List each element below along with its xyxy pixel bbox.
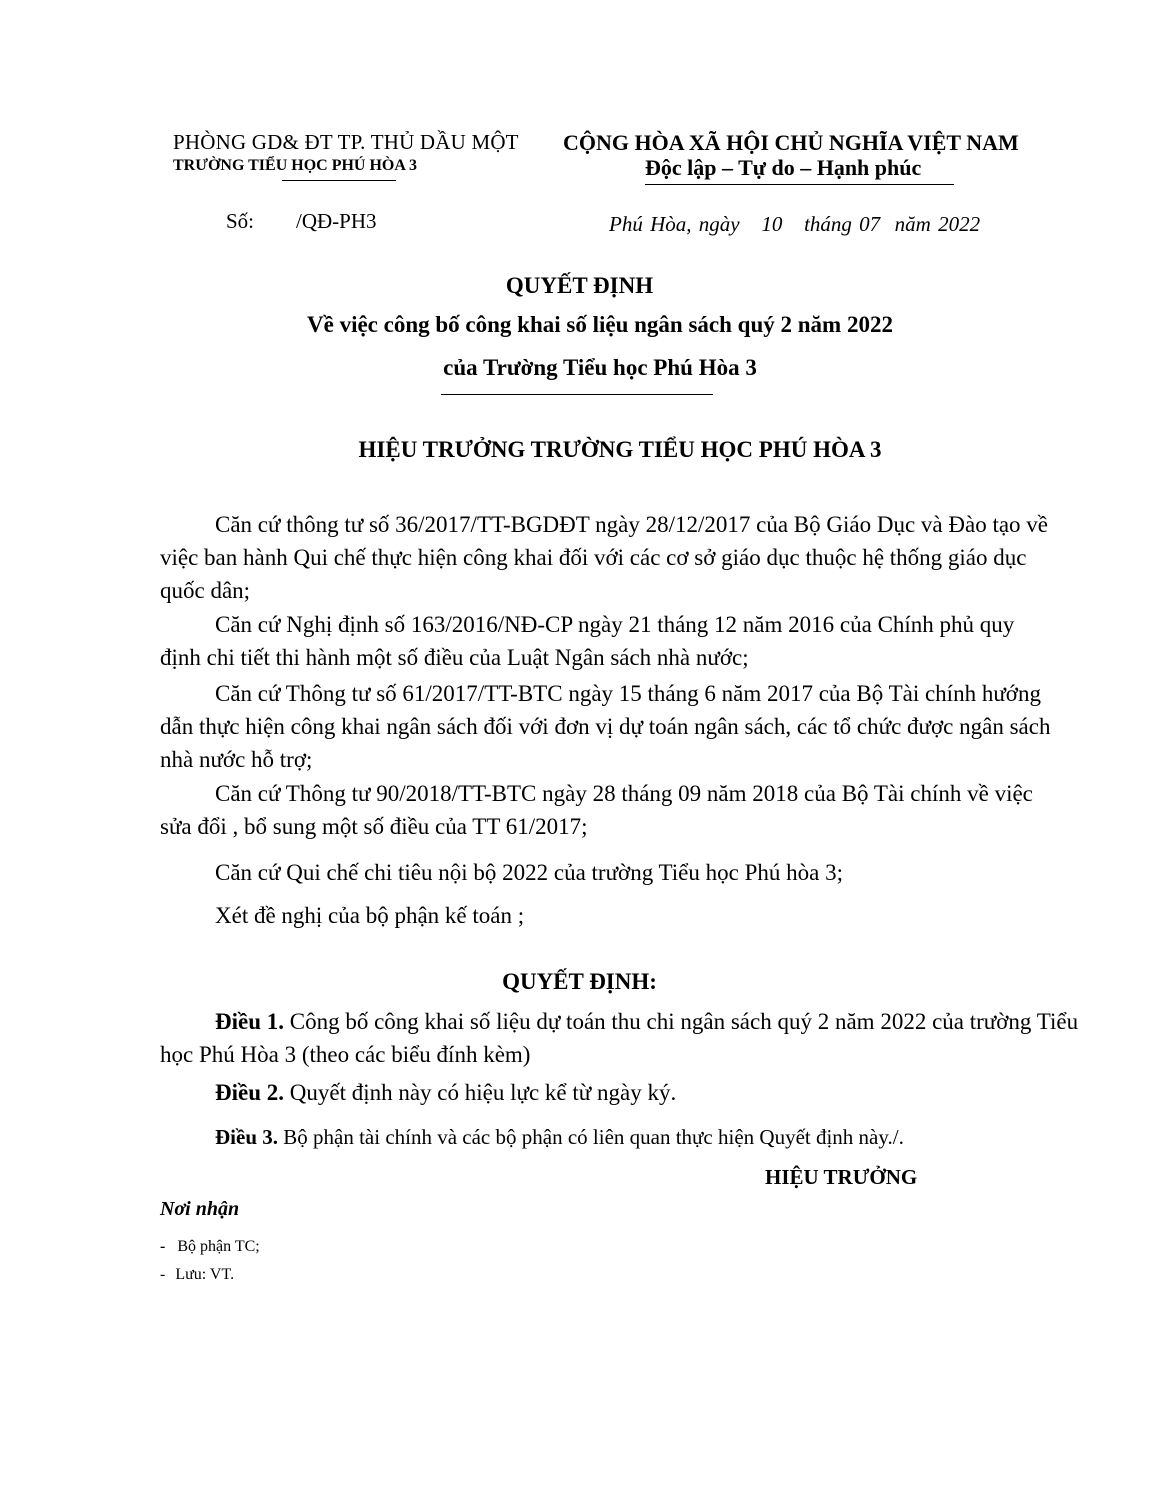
national-title: CỘNG HÒA XÃ HỘI CHỦ NGHĨA VIỆT NAM xyxy=(563,130,1019,155)
recipient-text: Bộ phận TC; xyxy=(177,1238,260,1255)
article-2 xyxy=(160,1076,1080,1109)
doc-number-label: Số: xyxy=(226,209,255,233)
article-text: Bộ phận tài chính và các bộ phận có liên quan thực hiện Quyết định này./. xyxy=(278,1125,904,1149)
basis-paragraph: Căn cứ Nghị định số 163/2016/NĐ-CP ngày 21 tháng 12 năm 2016 của Chính phủ quy định chi tiết thi hành một số điều của Luật Ngân sách nhà nước; xyxy=(160,612,1015,670)
article-text: Công bố công khai số liệu dự toán thu chi ngân sách quý 2 năm 2022 của trường Tiểu học Phú Hòa 3 (theo các biểu đính kèm) xyxy=(160,1009,1079,1067)
recipients-title: Nơi nhận xyxy=(160,1198,240,1220)
basis-paragraph: Xét đề nghị của bộ phận kế toán ; xyxy=(215,903,525,928)
recipient-item xyxy=(160,1266,234,1284)
article-1 xyxy=(160,1005,1080,1071)
article-text: Quyết định này có hiệu lực kể từ ngày ký. xyxy=(284,1080,677,1105)
article-3 xyxy=(160,1121,1080,1154)
document-subtitle-line1: Về việc công bố công khai số liệu ngân sách quý 2 năm 2022 xyxy=(307,312,893,337)
basis-paragraph: Căn cứ thông tư số 36/2017/TT-BGDĐT ngày 28/12/2017 của Bộ Giáo Dục và Đào tạo về việc ban hành Qui chế thực hiện công khai đối với các cơ sở giáo dục thuộc hệ thống giáo dục quốc dân; xyxy=(160,512,1049,603)
national-motto-underline xyxy=(645,184,954,185)
recipient-bullet: - xyxy=(160,1266,166,1283)
recipient-item xyxy=(160,1238,260,1256)
recipient-bullet: - xyxy=(160,1238,166,1255)
national-motto: Độc lập – Tự do – Hạnh phúc xyxy=(645,155,922,180)
article-label: Điều 1. xyxy=(215,1009,284,1034)
basis-paragraph: Căn cứ Thông tư số 61/2017/TT-BTC ngày 15 tháng 6 năm 2017 của Bộ Tài chính hướng dẫn thực hiện công khai ngân sách đối với đơn vị dự toán ngân sách, các tổ chức được ngân sách nhà nước hỗ trợ; xyxy=(160,681,1051,772)
school-name: TRƯỜNG TIỂU HỌC PHÚ HÒA 3 xyxy=(173,157,418,174)
decision-heading: QUYẾT ĐỊNH: xyxy=(502,969,657,994)
signer-title: HIỆU TRƯỞNG xyxy=(765,1165,918,1189)
basis-paragraph: Căn cứ Qui chế chi tiêu nội bộ 2022 của trường Tiểu học Phú hòa 3; xyxy=(215,860,843,885)
issuing-authority: HIỆU TRƯỞNG TRƯỜNG TIỂU HỌC PHÚ HÒA 3 xyxy=(358,437,882,462)
article-label: Điều 3. xyxy=(215,1125,278,1149)
school-name-underline xyxy=(282,180,396,181)
doc-number-value: /QĐ-PH3 xyxy=(296,209,377,233)
recipient-text: Lưu: VT. xyxy=(175,1266,235,1283)
basis-paragraph: Căn cứ Thông tư 90/2018/TT-BTC ngày 28 tháng 09 năm 2018 của Bộ Tài chính về việc sửa đổi , bổ sung một số điều của TT 61/2017; xyxy=(160,781,1033,839)
title-underline xyxy=(441,394,713,395)
document-title: QUYẾT ĐỊNH xyxy=(505,273,654,298)
article-label: Điều 2. xyxy=(215,1080,284,1105)
agency-name: PHÒNG GD& ĐT TP. THỦ DẦU MỘT xyxy=(173,130,519,154)
document-subtitle-line2: của Trường Tiểu học Phú Hòa 3 xyxy=(443,355,757,380)
place-date: Phú Hòa, ngày 10 tháng 07 năm 2022 xyxy=(609,212,981,236)
